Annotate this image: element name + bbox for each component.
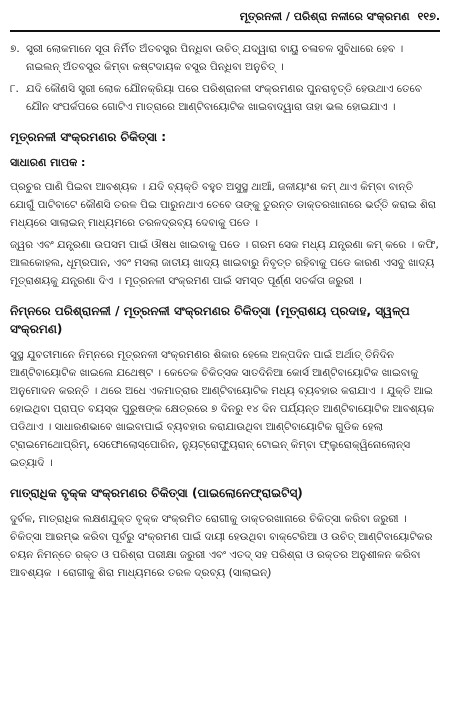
page-number: ୧୧୭. [417, 10, 440, 23]
paragraph: ପ୍ରଚୁର ପାଣି ପିଇବା ଆବଶ୍ୟକ । ଯଦି ବ୍ୟକ୍ତି ବହୁତ ଅସୁସ୍ଥ ଥାଆଁ, ଜଳୀୟାଂଶ କମ୍ ଥାଏ କିମ୍ବା ବାନ୍ତି ଯୋଗୁଁ ପାଟିବାଟେ କୌଣସି ତରଳ ପିଇ ପାରୁନଥାଏ ତେବେ ତାଙ୍କୁ ତୁରନ୍ତ ଡାକ୍ତରଖାନାରେ ଭର୍ତ୍ତି କରାଇ ଶିରା ମଧ୍ୟରେ ସାଲାଇନ୍ ମାଧ୍ୟମରେ ତରଳଦ୍ରବ୍ୟ ଦେବାକୁ ପଡେ । [10, 181, 437, 229]
paragraph: ଦୁର୍ବଳ, ମାତ୍ରାଧିକ ଲକ୍ଷଣଯୁକ୍ତ ବୃକ୍କ ସଂକ୍ରମିତ ରୋଗୀକୁ ଡାକ୍ତରଖାନାରେ ଚିକିତ୍ସା କରିବା ଜରୁରୀ । ଚିକିତ୍ସା ଆରମ୍ଭ କରିବା ପୂର୍ବରୁ ସଂକ୍ରମଣ ପାଇଁ ଦାୟୀ ହେଉଥିବା ବାକ୍ଟେରିଆ ଓ ଉଚିତ୍ ଆଣ୍ଟିବାୟୋଟିକର ଚୟନ ନିମନ୍ତେ ରକ୍ତ ଓ ପରିଶ୍ରା ପରୀକ୍ଷା ଜରୁରୀ ଏବଂ ଏତଦ୍ ସହ ପରିଶ୍ରା ଓ ରକ୍ତର ଅନୁଶୀଳନ କରିବା ଆବଶ୍ୟକ । ରୋଗୀକୁ ଶିରା ମାଧ୍ୟମରେ ତରଳ ଦ୍ରବ୍ୟ (ସାଲାଇନ୍) [10, 513, 433, 579]
section-heading-treatment: ମୂତ୍ରନଳୀ ସଂକ୍ରମଣର ଚିକିତ୍ସା : [10, 130, 167, 144]
header-title: ମୂତ୍ରନଳୀ / ପରିଶ୍ରା ନଳୀରେ ସଂକ୍ରମଣ [239, 10, 410, 23]
section-heading-pyelonephritis: ମାତ୍ରାଧିକ ବୃକ୍କ ସଂକ୍ରମଣର ଚିକିତ୍ସା (ପାଇଲୋନେଫ୍ରାଇଟିସ୍) [10, 486, 303, 500]
list-item-number: ୮. [10, 83, 19, 95]
list-item-number: ୭. [10, 43, 20, 55]
paragraph: ସୁସ୍ଥ ଯୁବତୀମାନେ ନିମ୍ନରେ ମୂତ୍ରନଳୀ ସଂକ୍ରମଣର ଶିକାର ହେଲେ ଅଳ୍ପଦିନ ପାଇଁ ଅର୍ଥାତ୍ ତିନିଦିନ ଆଣ୍ଟିବାୟୋଟିକ ଖାଇଲେ ଯଥେଷ୍ଟ । କେତେକ ଚିକିତ୍ସକ ସାତଦିନିଆ କୋର୍ସ ଆଣ୍ଟିବାୟୋଟିକ ଖାଇବାକୁ ଅନୁମୋଦନ କରନ୍ତି । ଥରେ ଅଧେ ଏକମାତ୍ରାର ଆଣ୍ଟିବାୟୋଟିକ ମଧ୍ୟ ବ୍ୟବହାର କରାଯାଏ । ଯୁକ୍ତି ଆଇ ହୋଇଥିବା ପ୍ରାପ୍ତ ବୟସ୍କ ପୁରୁଷଙ୍କ କ୍ଷେତ୍ରରେ ୭ ଦିନରୁ ୧୪ ଦିନ ପର୍ଯ୍ୟନ୍ତ ଆଣ୍ଟିବାୟୋଟିକ ଆବଶ୍ୟକ ପଡିଥାଏ । ସାଧାରଣଭାବେ ଖାଇବାପାଇଁ ବ୍ୟବହାର କରାଯାଉଥିବା ଆଣ୍ଟିବାୟୋଟିକ ଗୁଡିକ ହେଲା ଟ୍ରାଇମେଥୋପ୍ରିମ୍, ସେଫୋଲୋସ୍ପୋରିନ, ନ୍ୟୁଟ୍ରୋଫ୍ୟୁରାନ୍ ଟୋଇନ୍ କିମ୍ବା ଫ୍ଲୁରୋକ୍ୱିନୋଲୋନ୍ସ ଇତ୍ୟାଦି । [10, 349, 435, 469]
list-item-text: ଯଦି କୌଣସି ସ୍ତ୍ରୀ ଲୋକ ଯୌନକ୍ରିୟା ପରେ ପରିଶ୍ରାନଳୀ ସଂକ୍ରମଣର ପୁନରାବୃତ୍ତି ହେଉଥାଏ ତେବେ ଯୌନ ସଂପର୍କପରେ ଗୋଟିଏ ମାତ୍ରାରେ ଆଣ୍ଟିବାୟୋଟିକ ଖାଇବାଦ୍ୱାରା ତାହା ଭଲ ହୋଇଯାଏ । [26, 83, 422, 113]
list-item [10, 80, 440, 116]
subheading-general-measures: ସାଧାରଣ ମାପକ : [10, 156, 86, 169]
header-rule [10, 30, 440, 32]
section-heading-lower-tract: ନିମ୍ନରେ ପରିଶ୍ରାନଳୀ / ମୂତ୍ରନଳୀ ସଂକ୍ରମଣର ଚିକିତ୍ସା (ମୂତ୍ରାଶୟ ପ୍ରଦାହ, ସ୍ୱଳ୍ପ ସଂକ୍ରମଣ) [10, 304, 410, 336]
running-header [10, 6, 440, 28]
paragraph: ଜ୍ୱର ଏବଂ ଯନ୍ତ୍ରଣା ଉପସମ ପାଇଁ ଔଷଧ ଖାଇବାକୁ ପଡେ । ଗରମ ସେକ ମଧ୍ୟ ଯନ୍ତ୍ରଣା କମ୍ କରେ । କଫି, ଆଲକୋହଲ, ଧୂମ୍ରପାନ, ଏବଂ ମସଲା ଜାତୀୟ ଖାଦ୍ୟ ଖାଇବାରୁ ନିବୃତ୍ତ ରହିବାକୁ ପଡେ କାରଣ ଏସବୁ ଖାଦ୍ୟ ମୂତ୍ରାଶୟକୁ ଯନ୍ତ୍ରଣା ଦିଏ । ମୂତ୍ରନଳୀ ସଂକ୍ରମଣ ପାଇଁ ସମସ୍ତ ପୂର୍ଣ୍ଣ ସତର୍କତା ଜରୁରୀ । [10, 239, 439, 287]
list-item [10, 40, 440, 76]
list-item-text: ସ୍ତ୍ରୀ ଲୋକମାନେ ସୂତା ନିର୍ମିତ ଅଁତବସ୍ତ୍ର ପିନ୍ଧିବା ଉଚିତ୍ ଯଦ୍ୱାରା ବାୟୁ ଚଳାଚଳ ସୁବିଧାରେ ହେବ । ନାଇଲନ୍ ଅଁତବସ୍ତ୍ର କିମ୍ବା କଷ୍ଟଦାୟକ ବସ୍ତ୍ର ପିନ୍ଧିବା ଅନୁଚିତ୍ । [26, 43, 404, 73]
